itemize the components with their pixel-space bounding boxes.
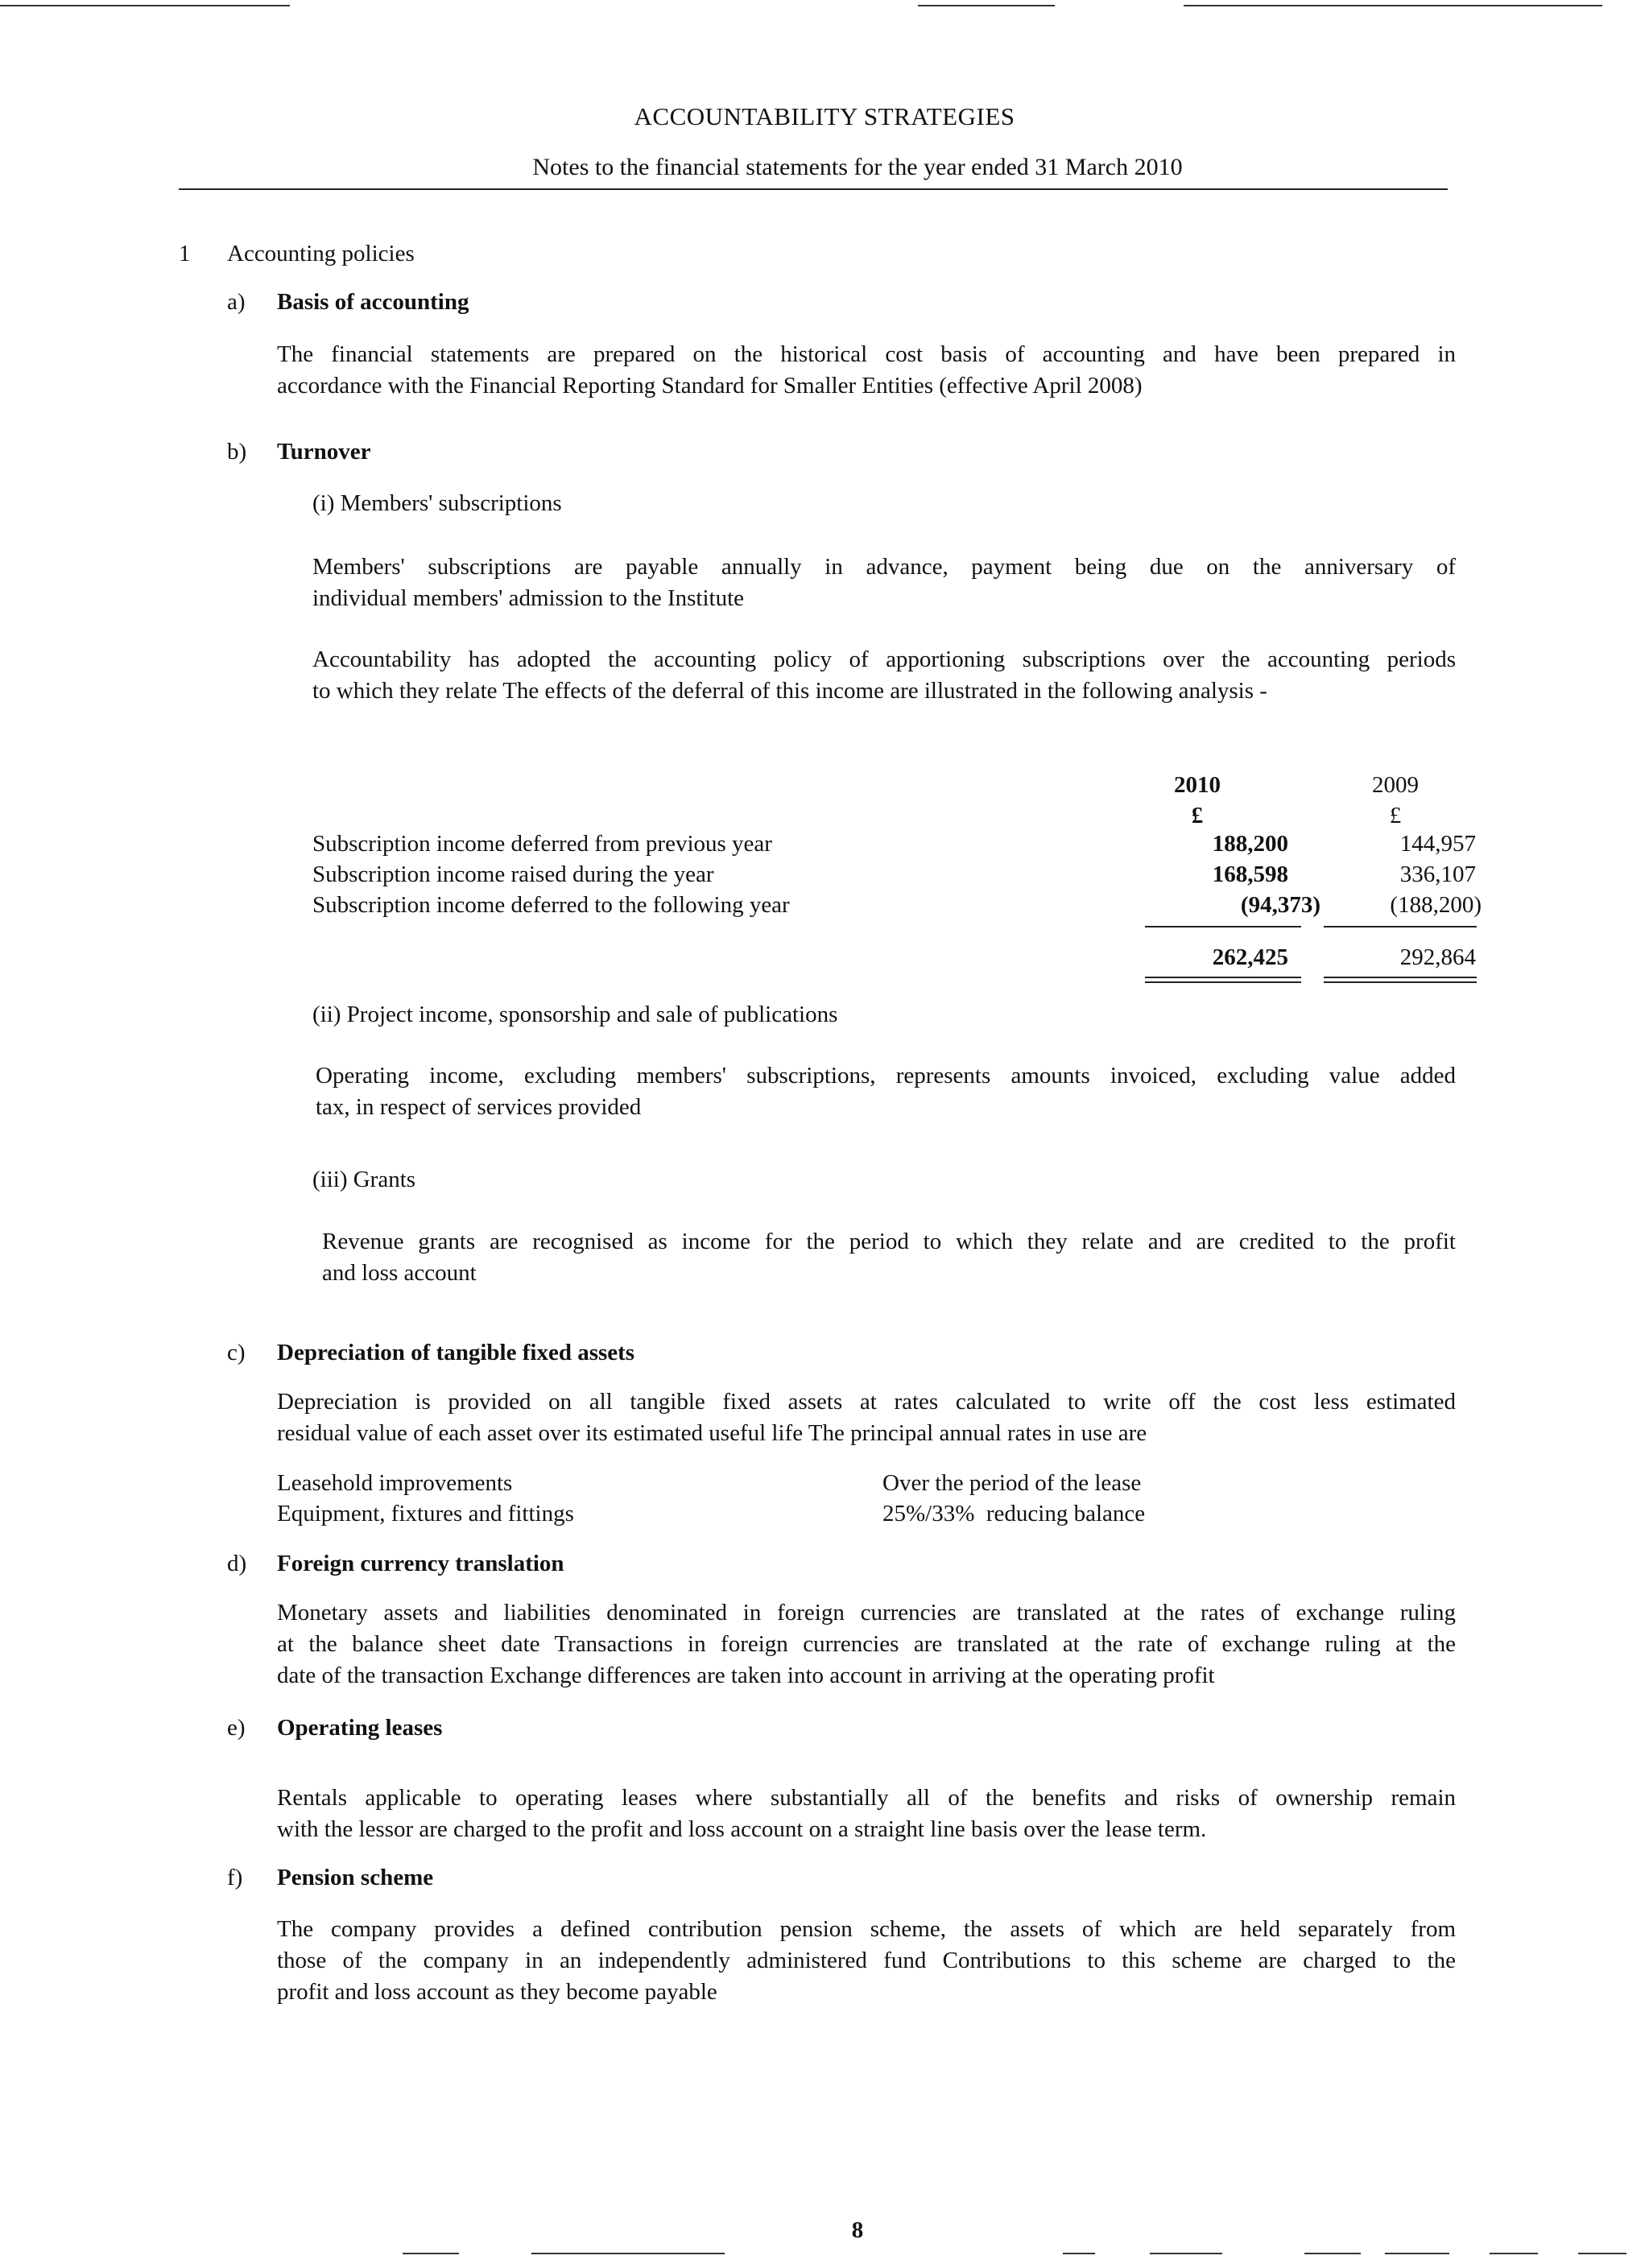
scan-artifact-bottom-7 (1490, 2253, 1538, 2254)
section-f-line1: The company provides a defined contribution pension scheme, the assets of which are held separately from (277, 1916, 1456, 1942)
scan-artifact-top-left (0, 5, 290, 6)
table-total-double-rule-current-b (1145, 981, 1301, 983)
page-header-subtitle: Notes to the financial statements for the year ended 31 March 2010 (532, 154, 1183, 180)
section-b-iii-line2: and loss account (322, 1260, 477, 1286)
page-header-company: ACCOUNTABILITY STRATEGIES (634, 102, 1015, 130)
table-total-double-rule-prior-a (1324, 977, 1477, 978)
section-b-iii-line1: Revenue grants are recognised as income for the period to which they relate and are credited to the profit (322, 1229, 1456, 1254)
table-row-label: Subscription income raised during the year (312, 861, 714, 887)
section-e-title: Operating leases (277, 1715, 443, 1741)
note-title: Accounting policies (227, 241, 415, 266)
table-row-prior: 144,957 (1399, 831, 1476, 857)
section-b-i-para2-line1: Accountability has adopted the accounting policy of apportioning subscriptions over the accounting periods (312, 647, 1456, 672)
table-total-prior: 292,864 (1399, 944, 1476, 970)
section-e-line1: Rentals applicable to operating leases where substantially all of the benefits and risks of ownership remain (277, 1785, 1456, 1811)
scan-artifact-top-mid (918, 5, 1055, 6)
section-f-line2: those of the company in an independently administered fund Contributions to this scheme are charged to the (277, 1948, 1456, 1973)
section-e-line2: with the lessor are charged to the profit and loss account on a straight line basis over the lease term. (277, 1816, 1207, 1842)
depreciation-rate: 25%/33% reducing balance (882, 1501, 1146, 1526)
scan-artifact-bottom-2 (531, 2253, 725, 2254)
table-total-current: 262,425 (1212, 944, 1288, 970)
section-a-para-line1: The financial statements are prepared on the historical cost basis of accounting and have been prepared in (277, 341, 1456, 367)
section-c-line2: residual value of each asset over its estimated useful life The principal annual rates in use are (277, 1420, 1147, 1446)
scan-artifact-bottom-3 (1063, 2253, 1095, 2254)
table-currency-prior: £ (1389, 803, 1402, 828)
scan-artifact-bottom-6 (1385, 2253, 1449, 2254)
section-f-line3: profit and loss account as they become payable (277, 1979, 717, 2005)
table-subtotal-rule-prior (1324, 926, 1477, 927)
section-d-line2: at the balance sheet date Transactions in foreign currencies are translated at the rate of exchange ruling at the (277, 1631, 1456, 1657)
scan-artifact-bottom-5 (1304, 2253, 1361, 2254)
table-row-current: 188,200 (1212, 831, 1288, 857)
table-row-label: Subscription income deferred from previous year (312, 831, 772, 857)
section-b-label: b) (227, 439, 247, 465)
section-b-ii-title: (ii) Project income, sponsorship and sale of publications (312, 1002, 838, 1027)
note-number: 1 (179, 241, 191, 266)
table-total-double-rule-current-a (1145, 977, 1301, 978)
section-a-label: a) (227, 289, 246, 315)
section-b-ii-line1: Operating income, excluding members' subscriptions, represents amounts invoiced, excluding value added (316, 1063, 1456, 1089)
table-total-double-rule-prior-b (1324, 981, 1477, 983)
section-b-i-para1-line2: individual members' admission to the Institute (312, 585, 745, 611)
page-number: 8 (851, 2217, 864, 2243)
section-f-title: Pension scheme (277, 1865, 434, 1890)
table-year-current: 2010 (1174, 772, 1221, 798)
table-row-prior: (188,200) (1390, 892, 1482, 918)
section-b-i-para2-line2: to which they relate The effects of the deferral of this income are illustrated in the following analysis - (312, 678, 1267, 704)
section-b-title: Turnover (277, 439, 371, 465)
table-row-current: (94,373) (1240, 892, 1320, 918)
section-d-label: d) (227, 1551, 247, 1576)
section-b-i-title: (i) Members' subscriptions (312, 490, 562, 516)
section-c-title: Depreciation of tangible fixed assets (277, 1340, 635, 1365)
depreciation-asset: Equipment, fixtures and fittings (277, 1501, 574, 1526)
section-d-title: Foreign currency translation (277, 1551, 564, 1576)
header-rule (179, 188, 1448, 190)
section-c-label: c) (227, 1340, 246, 1365)
table-subtotal-rule-current (1145, 926, 1301, 927)
section-b-iii-title: (iii) Grants (312, 1167, 416, 1192)
scan-artifact-bottom-4 (1150, 2253, 1222, 2254)
table-row-prior: 336,107 (1399, 861, 1476, 887)
section-f-label: f) (227, 1865, 243, 1890)
table-year-prior: 2009 (1372, 772, 1419, 798)
table-row-label: Subscription income deferred to the following year (312, 892, 790, 918)
section-a-para-line2: accordance with the Financial Reporting Standard for Smaller Entities (effective April 2008) (277, 373, 1143, 399)
section-d-line3: date of the transaction Exchange differences are taken into account in arriving at the operating profit (277, 1663, 1215, 1688)
section-b-ii-line2: tax, in respect of services provided (316, 1094, 642, 1120)
depreciation-asset: Leasehold improvements (277, 1470, 513, 1496)
scan-artifact-bottom-1 (403, 2253, 459, 2254)
depreciation-rate: Over the period of the lease (882, 1470, 1142, 1496)
section-b-i-para1-line1: Members' subscriptions are payable annually in advance, payment being due on the anniversary of (312, 554, 1456, 580)
section-d-line1: Monetary assets and liabilities denominated in foreign currencies are translated at the rates of exchange ruling (277, 1600, 1456, 1626)
section-c-line1: Depreciation is provided on all tangible fixed assets at rates calculated to write off the cost less estimated (277, 1389, 1456, 1415)
section-e-label: e) (227, 1715, 246, 1741)
table-row-current: 168,598 (1212, 861, 1288, 887)
section-a-title: Basis of accounting (277, 289, 469, 315)
scan-artifact-top-right (1184, 5, 1602, 6)
scan-artifact-bottom-8 (1578, 2253, 1626, 2254)
table-currency-current: £ (1191, 803, 1204, 828)
